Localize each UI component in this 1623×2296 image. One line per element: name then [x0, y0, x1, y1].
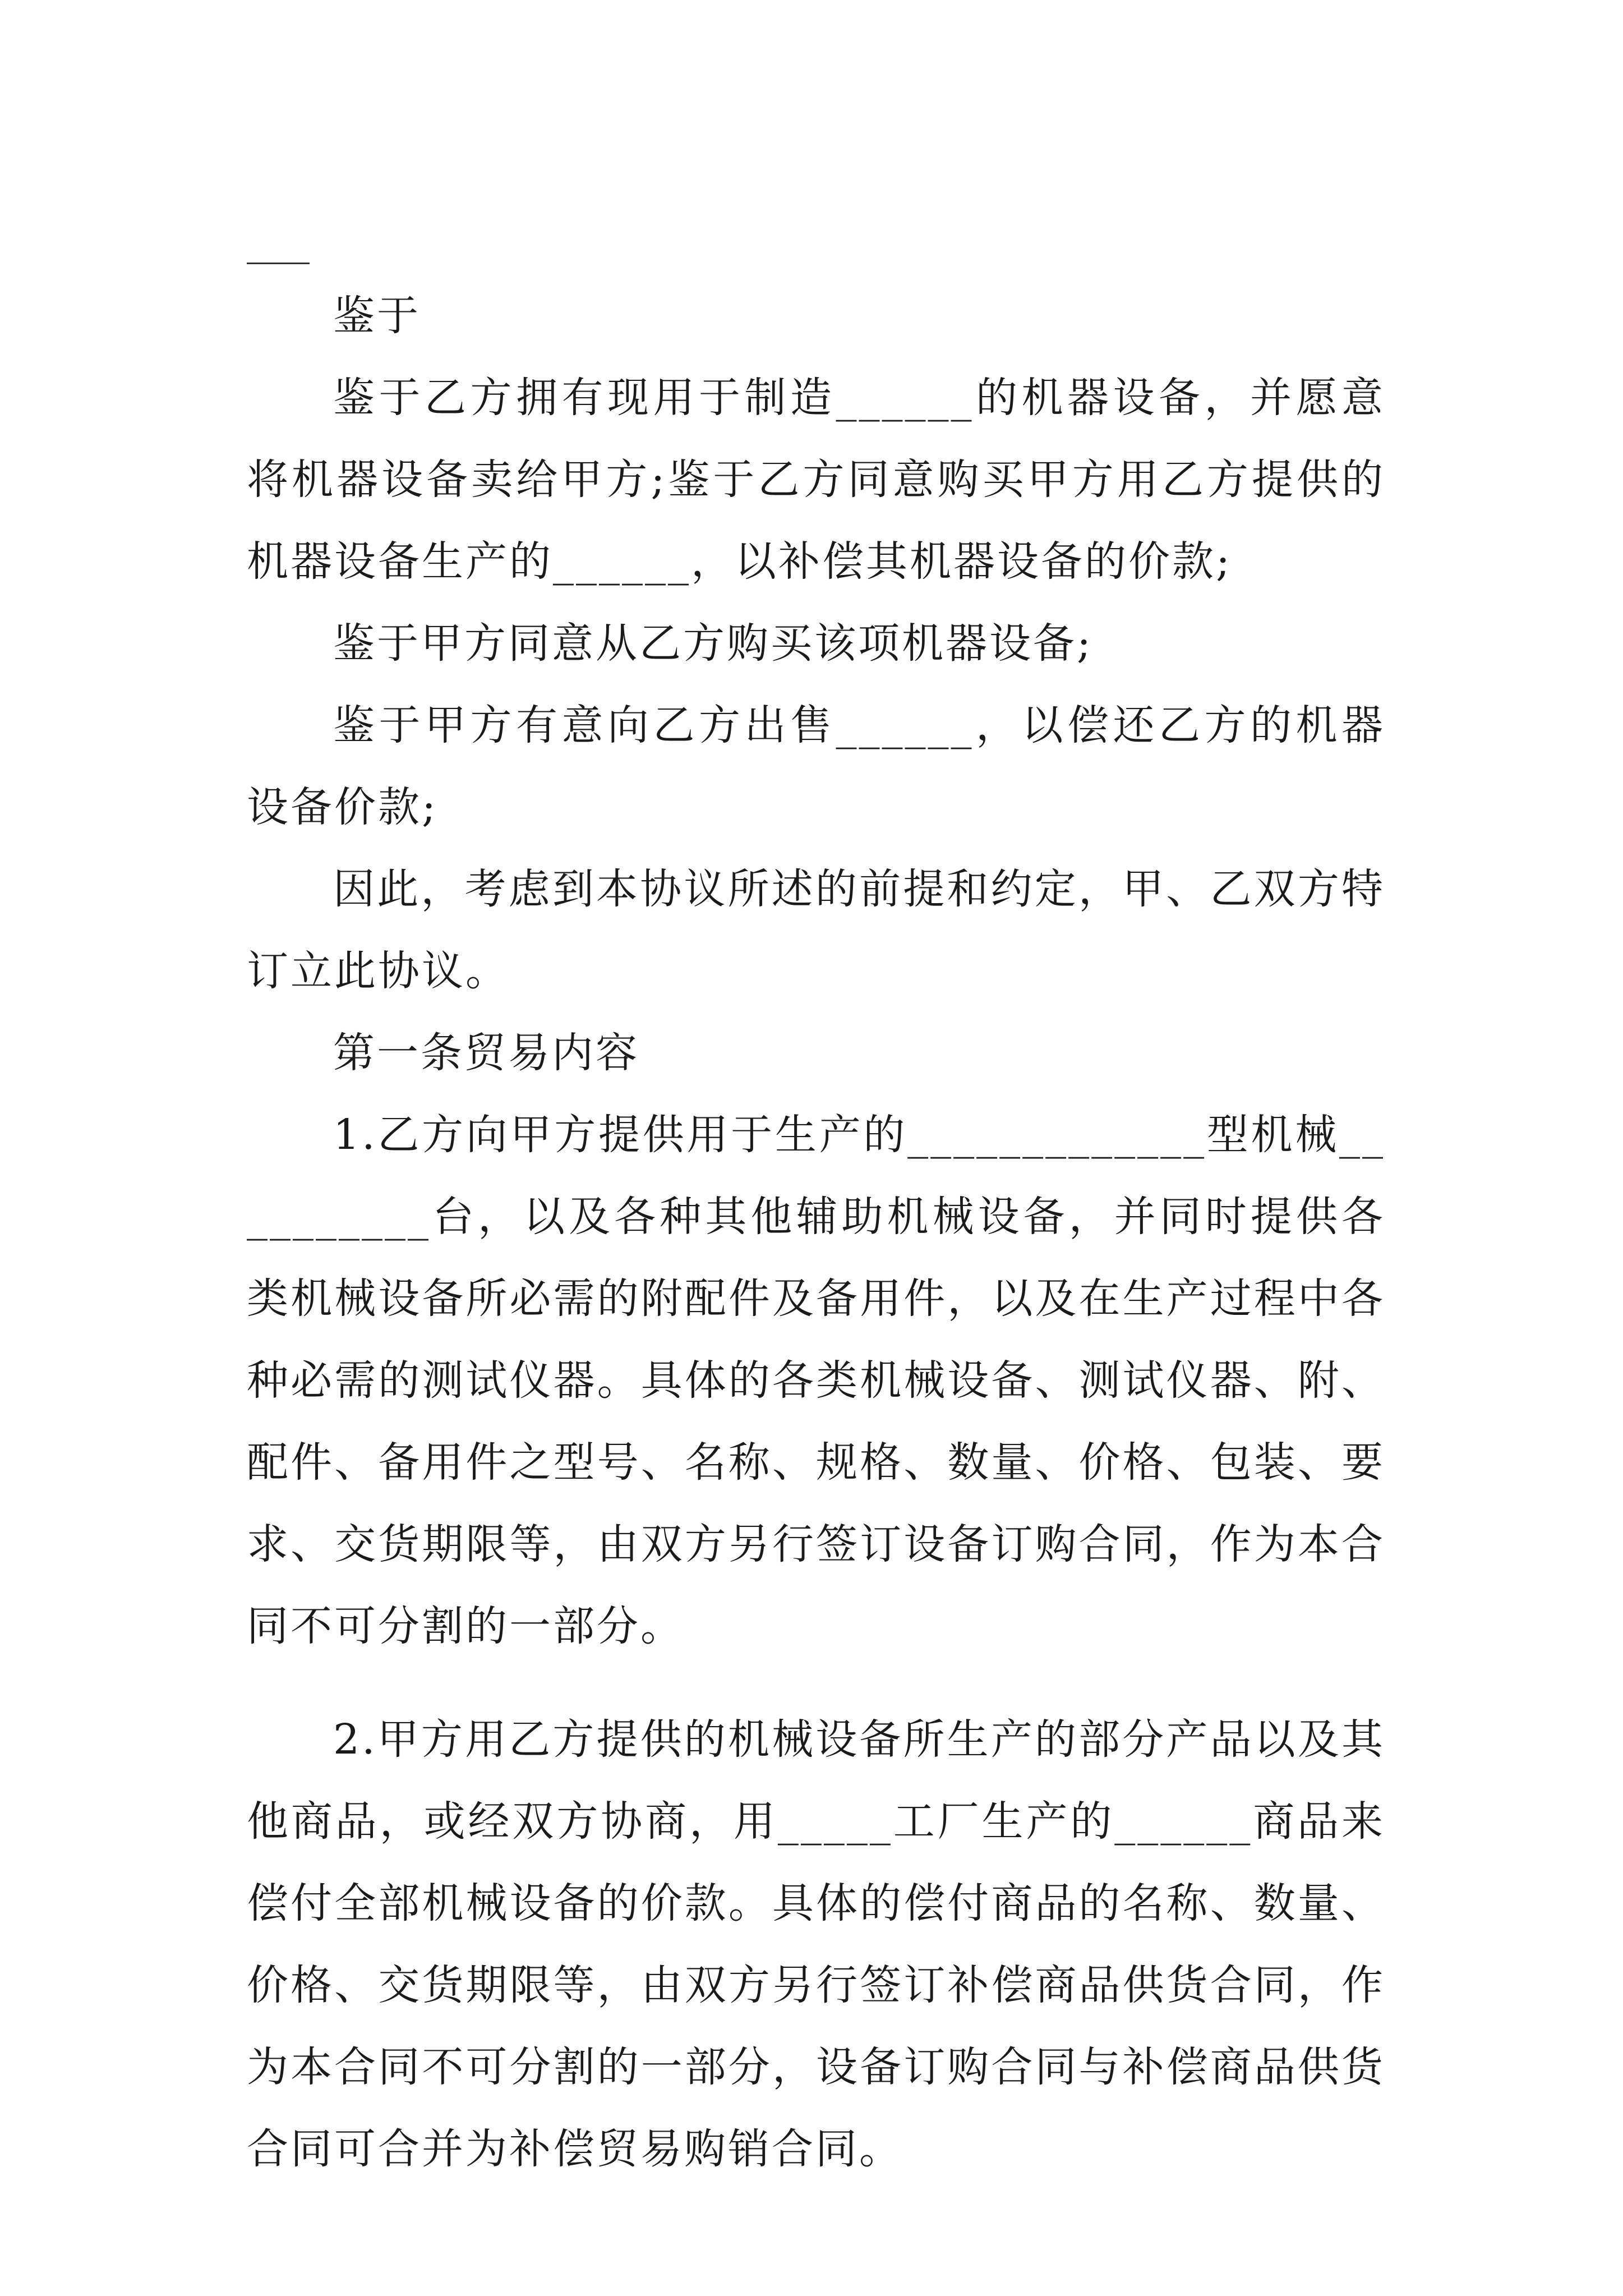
article-1-heading: 第一条贸易内容: [333, 1029, 639, 1077]
document-body: [247, 275, 1385, 2190]
paragraph-whereas-purchase: 鉴于甲方同意从乙方购买该项机器设备;: [333, 619, 1093, 668]
clause-1-1: 1.乙方向甲方提供用于生产的_____________型机械__________台，以及各种其他辅助机械设备，并同时提供各类机械设备所必需的附配件及备用件，以及在生产过程中各种必需的测试仪器。具体的各类机械设备、测试仪器、附、配件、备用件之型号、名称、规格、数量、价格、包装、要求、交货期限等，由双方另行签订设备订购合同，作为本合同不可分割的一部分。: [247, 1111, 1385, 1650]
paragraph-whereas-sale: 鉴于甲方有意向乙方出售______，以偿还乙方的机器设备价款;: [247, 701, 1385, 831]
paragraph-whereas-equipment: 鉴于乙方拥有现用于制造______的机器设备，并愿意将机器设备卖给甲方;鉴于乙方同意购买甲方用乙方提供的机器设备生产的______，以补偿其机器设备的价款;: [247, 374, 1385, 586]
clause-1-2: 2.甲方用乙方提供的机械设备所生产的部分产品以及其他商品，或经双方协商，用_____工厂生产的______商品来偿付全部机械设备的价款。具体的偿付商品的名称、数量、价格、交货期限等，由双方另行签订补偿商品供货合同，作为本合同不可分割的一部分，设备订购合同与补偿商品供货合同可合并为补偿贸易购销合同。: [247, 1715, 1385, 2173]
header-rule: [247, 263, 310, 264]
paragraph-therefore: 因此，考虑到本协议所述的前提和约定，甲、乙双方特订立此协议。: [247, 865, 1385, 995]
paragraph-whereas-heading: 鉴于: [333, 292, 421, 340]
